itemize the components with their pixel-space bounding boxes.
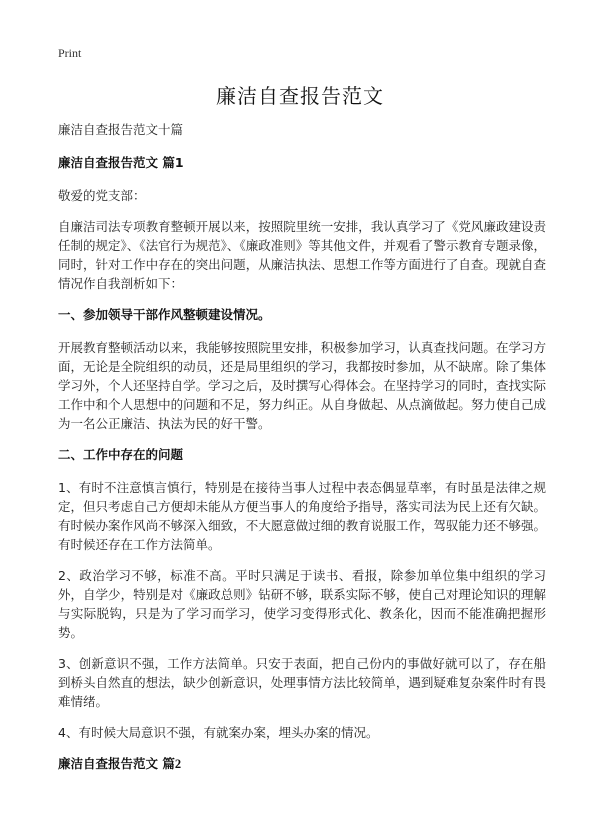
salutation: 敬爱的党支部： — [58, 188, 146, 203]
intro-paragraph: 自廉洁司法专项教育整顿开展以来，按照院里统一安排，我认真学习了《党风廉政建设责任制的规定》、《法官行为规范》、《廉政准则》等其他文件，并观看了警示教育专题录像，同时，针对工作中存在的突出问题，从廉洁执法、思想工作等方面进行了自查。现就自查情况作自我剖析如下： — [58, 219, 546, 291]
part1-heading: 一、参加领导干部作风整顿建设情况。 — [58, 307, 271, 322]
section-heading-2-text: 廉洁自查报告范文 — [58, 756, 163, 771]
issue-paragraph-2: 2、政治学习不够，标准不高。平时只满足于读书、看报，除参加单位集中组织的学习外，自学少，特别是对《廉政总则》钻研不够，联系实际不够，使自己对理论知识的理解与实际脱钩，只是为了学习而学习，使学习变得形式化、教条化，因而不能准确把握形势。 — [58, 568, 546, 640]
print-label: Print — [58, 46, 82, 60]
document-content — [58, 120, 546, 788]
issue-paragraph-3: 3、创新意识不强，工作方法简单。只安于表面，把自己份内的事做好就可以了，存在船到桥头自然直的想法，缺少创新意识，处理事情方法比较简单，遇到疑难复杂案件时有畏难情绪。 — [58, 656, 546, 709]
document-title: 廉洁自查报告范文 — [216, 84, 384, 108]
document-subtitle: 廉洁自查报告范文十篇 — [58, 122, 184, 137]
issue-paragraph-4: 4、有时候大局意识不强，有就案办案，埋头办案的情况。 — [58, 725, 379, 740]
section-heading-2 — [58, 754, 546, 774]
section-heading-1: 廉洁自查报告范文 篇1 — [58, 155, 184, 170]
part1-paragraph: 开展教育整顿活动以来，我能够按照院里安排，积极参加学习，认真查找问题。在学习方面，无论是全院组织的动员，还是局里组织的学习，我都按时参加，从不缺席。除了集体学习外，个人还坚持自学。学习之后，及时撰写心得体会。在坚持学习的同时，查找实际工作中和个人思想中的问题和不足，努力纠正。从自身做起、从点滴做起。努力使自己成为一名公正廉洁、执法为民的好干警。 — [58, 340, 546, 431]
issue-paragraph-1: 1、有时不注意慎言慎行，特别是在接待当事人过程中表态偶显草率，有时虽是法律之规定，但只考虑自己方便却未能从方便当事人的角度给予指导，落实司法为民上还有欠缺。有时候办案作风尚不够深入细致，不大愿意做过细的教育说服工作，驾驭能力还不够强。有时候还存在工作方法简单。 — [58, 480, 546, 552]
section-heading-2-number: 篇2 — [162, 757, 182, 771]
part2-heading: 二、工作中存在的问题 — [58, 447, 184, 462]
